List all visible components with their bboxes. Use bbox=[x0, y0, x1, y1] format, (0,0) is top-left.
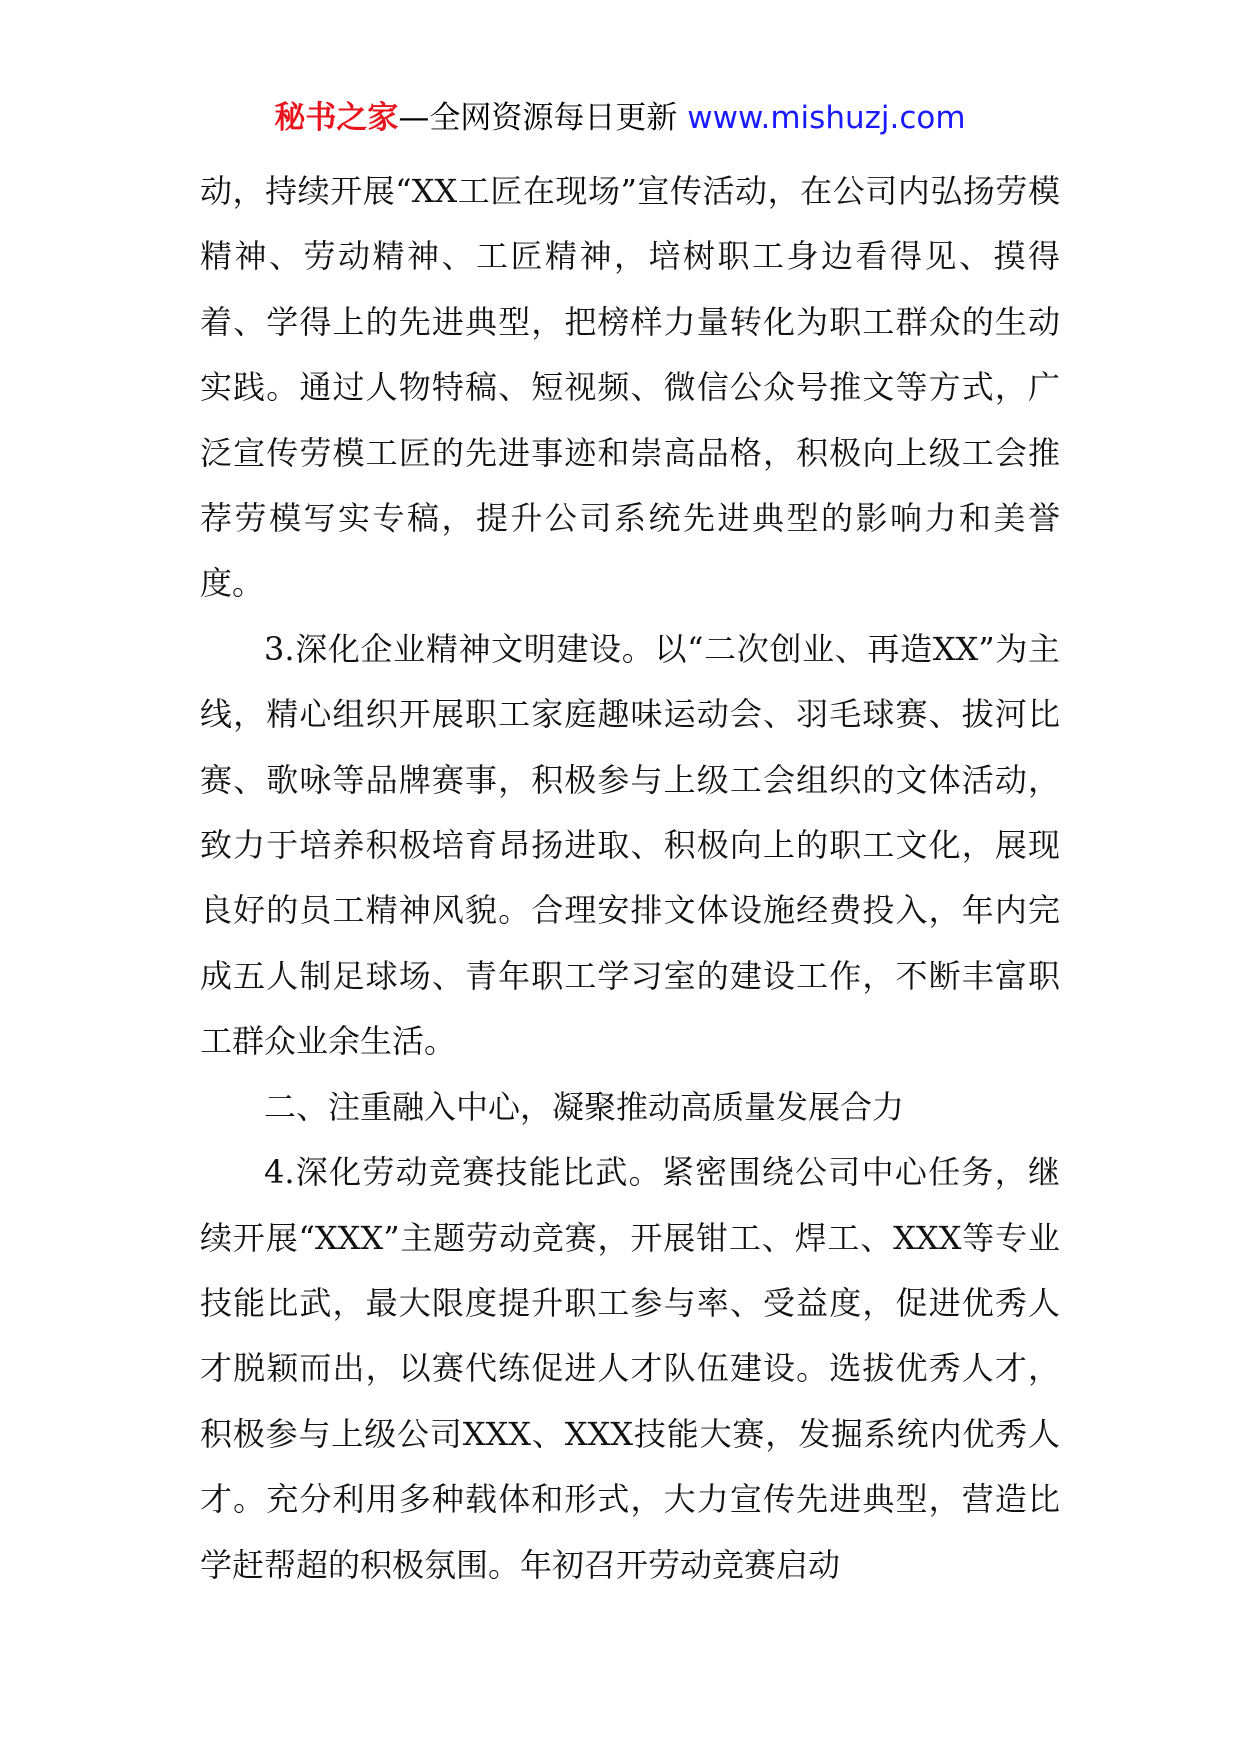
section-heading-2: 二、注重融入中心，凝聚推动高质量发展合力 bbox=[264, 1087, 905, 1126]
paragraph-continuation: 动，持续开展“XX工匠在现场”宣传活动，在公司内弘扬劳模精神、劳动精神、工匠精神，培树职工身边看得见、摸得着、学得上的先进典型，把榜样力量转化为职工群众的生动实践。通过人物特稿、短视频、微信公众号推文等方式，广泛宣传劳模工匠的先进事迹和崇高品格，积极向上级工会推荐劳模写实专稿，提升公司系统先进典型的影响力和美誉度。 bbox=[200, 172, 1060, 603]
site-brand: 秘书之家 bbox=[274, 100, 399, 136]
paragraph-item-3: 3.深化企业精神文明建设。以“二次创业、再造XX”为主线，精心组织开展职工家庭趣味运动会、羽毛球赛、拔河比赛、歌咏等品牌赛事，积极参与上级工会组织的文体活动，致力于培养积极培育昂扬进取、积极向上的职工文化，展现良好的员工精神风貌。合理安排文体设施经费投入，年内完成五人制足球场、青年职工学习室的建设工作，不断丰富职工群众业余生活。 bbox=[200, 629, 1060, 1061]
document-body bbox=[200, 159, 1060, 1598]
paragraph-item-4: 4.深化劳动竞赛技能比武。紧密围绕公司中心任务，继续开展“XXX”主题劳动竞赛，开展钳工、焊工、XXX等专业技能比武，最大限度提升职工参与率、受益度，促进优秀人才脱颖而出，以赛代练促进人才队伍建设。选拔优秀人才，积极参与上级公司XXX、XXX技能大赛，发掘系统内优秀人才。充分利用多种载体和形式，大力宣传先进典型，营造比学赶帮超的积极氛围。年初召开劳动竞赛启动 bbox=[200, 1153, 1060, 1584]
site-header bbox=[0, 96, 1240, 140]
site-url-link[interactable]: www.mishuzj.com bbox=[687, 100, 966, 136]
site-tagline: —全网资源每日更新 bbox=[398, 100, 688, 136]
